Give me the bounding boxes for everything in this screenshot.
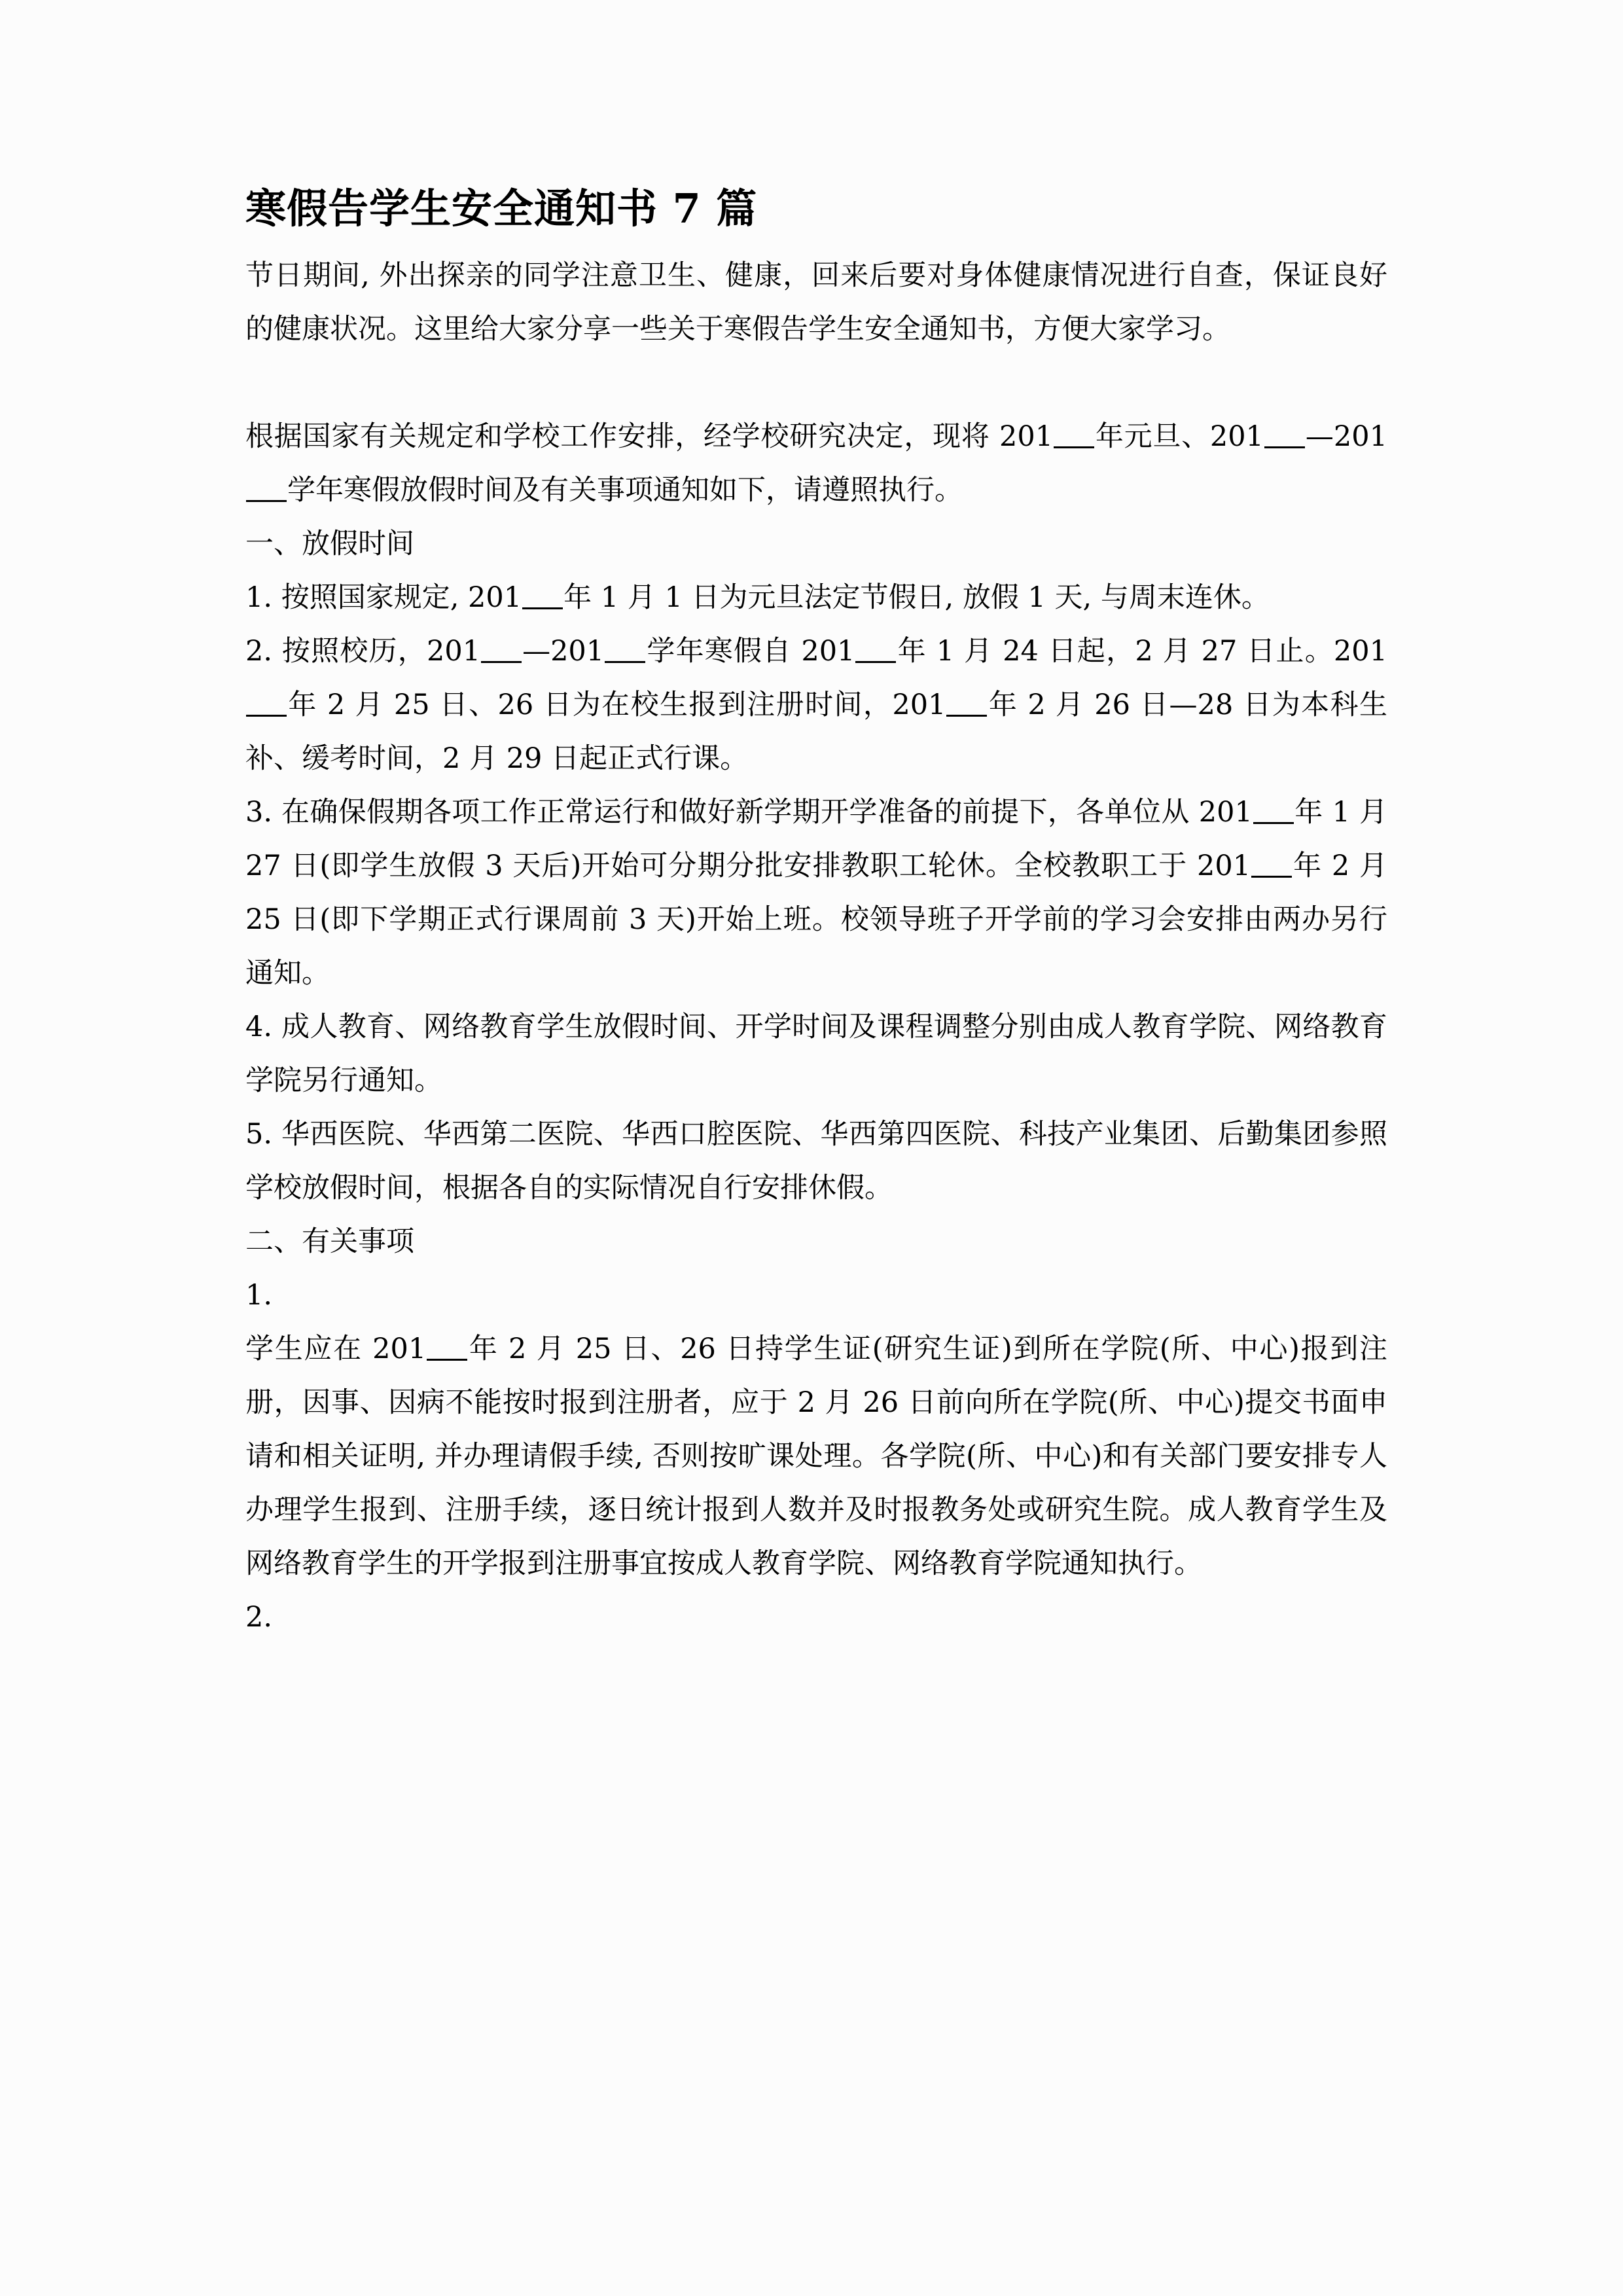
fill-in-blank <box>855 661 896 663</box>
body-paragraph: 1. <box>245 1278 273 1312</box>
intro-paragraph: 节日期间, 外出探亲的同学注意卫生、健康，回来后要对身体健康情况进行自查，保证良好的健康状况。这里给大家分享一些关于寒假告学生安全通知书，方便大家学习。 <box>245 259 1387 346</box>
fill-in-blank <box>605 661 645 663</box>
body-paragraph: 学生应在 201 年 2 月 25 日、26 日持学生证(研究生证)到所在学院(所、中心)报到注册，因事、因病不能按时报到注册者，应于 2 月 26 日前向所在学院(所、中心)提交书面申请和相关证明, 并办理请假手续, 否则按旷课处理。各学院(所、中心)和有关部门要安排专人办理学生报到、注册手续，逐日统计报到人数并及时报教务处或研究生院。成人教育学生及网络教育学生的开学报到注册事宜按成人教育学院、网络教育学院通知执行。 <box>245 1332 1387 1580</box>
page-title: 寒假告学生安全通知书 7 篇 <box>245 185 758 232</box>
fill-in-blank <box>246 500 287 502</box>
body-paragraph: 根据国家有关规定和学校工作安排，经学校研究决定，现将 201 年元旦、201 —201学年寒假放假时间及有关事项通知如下，请遵照执行。 <box>245 420 1387 507</box>
section-heading: 一、放假时间 <box>245 527 414 560</box>
fill-in-blank <box>946 715 987 717</box>
fill-in-blank <box>427 1359 467 1361</box>
section-heading: 二、有关事项 <box>245 1225 414 1258</box>
fill-in-blank <box>522 607 563 609</box>
fill-in-blank <box>1054 446 1094 448</box>
fill-in-blank <box>1264 446 1305 448</box>
body-paragraph: 1. 按照国家规定, 201 年 1 月 1 日为元旦法定节假日, 放假 1 天, 与周末连休。 <box>245 581 1270 614</box>
intro-section <box>245 249 1387 356</box>
body-paragraph: 3. 在确保假期各项工作正常运行和做好新学期开学准备的前提下，各单位从 201 年 1 月 27 日(即学生放假 3 天后)开始可分期分批安排教职工轮休。全校教职工于 201 年 2 月 25 日(即下学期正式行课周前 3 天)开始上班。校领导班子开学前的学习会安排由两办另行通知。 <box>245 795 1388 990</box>
fill-in-blank <box>1253 822 1294 824</box>
body-paragraph: 2. <box>245 1600 273 1634</box>
body-paragraph: 2. 按照校历，201 —201 学年寒假自 201 年 1 月 24 日起，2 月 27 日止。201年 2 月 25 日、26 日为在校生报到注册时间，201 年 2 月 26 日—28 日为本科生补、缓考时间，2 月 29 日起正式行课。 <box>245 634 1387 775</box>
fill-in-blank <box>1251 876 1292 878</box>
document-content <box>245 0 1387 1644</box>
fill-in-blank <box>481 661 522 663</box>
body-paragraph: 4. 成人教育、网络教育学生放假时间、开学时间及课程调整分别由成人教育学院、网络教育学院另行通知。 <box>245 1010 1387 1097</box>
section-spacer <box>245 356 1387 410</box>
body-section <box>245 410 1387 1644</box>
body-paragraph: 5. 华西医院、华西第二医院、华西口腔医院、华西第四医院、科技产业集团、后勤集团参照学校放假时间，根据各自的实际情况自行安排休假。 <box>245 1117 1387 1204</box>
fill-in-blank <box>246 715 287 717</box>
